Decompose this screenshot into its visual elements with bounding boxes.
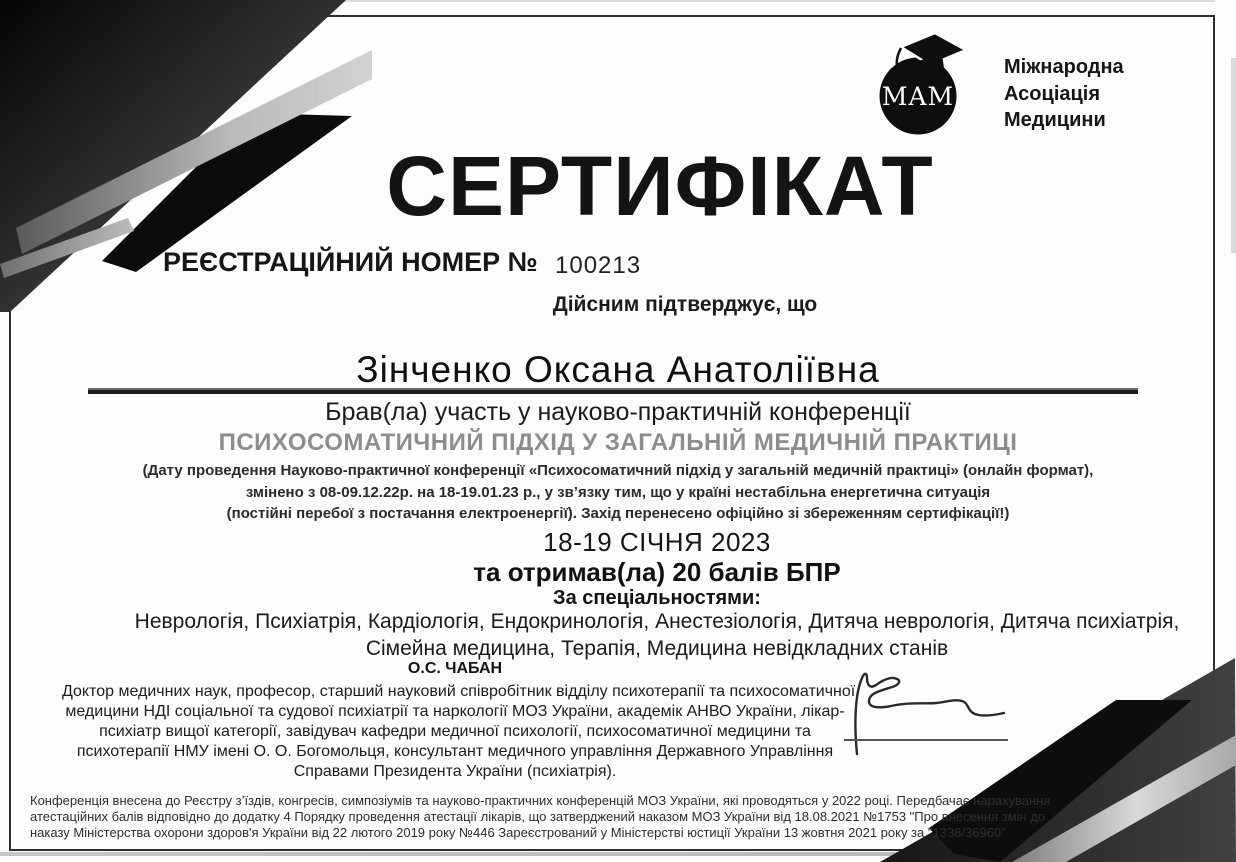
name-underline-divider [88,390,1138,394]
footnote [30,793,1210,841]
footnote-line: наказу Міністерства охорони здоров'я України від 22 лютого 2019 року №446 Зареєстрований у Міністерстві юстиції України 13 жовтня 2021 року за "1338/36960" [30,825,1006,840]
association-name-line: Міжнародна [1004,56,1124,78]
conference-note-line: (постійні перебої з постачання електроенергії). Захід перенесено офіційно зі збереженням сертифікації!) [226,505,1010,522]
points-text: та отримав(ла) 20 балів БПР [473,557,841,587]
signatory-bio-line: Доктор медичних наук, професор, старший науковий співробітник відділу психотерапії та психосоматичної [62,683,856,700]
conference-note-line: (Дату проведення Науково-практичної конференції «Психосоматичний підхід у загальній медичній практиці» (онлайн формат), [142,462,1094,479]
confirmation-text: Дійсним підтверджує, що [552,293,818,316]
participation-text: Брав(ла) участь у науково-практичній конференції [325,398,911,426]
conference-note-line: змінено з 08-09.12.22р. на 18-19.01.23 р., у зв’язку тим, що у країні нестабільна енергетична ситуація [245,483,991,501]
association-name-line: Медицини [1004,109,1106,131]
signatory-bio-line: психіатр вищої категорії, завідувач кафедри медичної психології, психосоматичної медицини та [99,723,811,740]
signatory-bio [62,682,856,782]
specialties-line: Неврологія, Психіатрія, Кардіологія, Ендокринологія, Анестезіологія, Дитяча неврологія, Дитяча психіатрія, [134,610,1180,633]
association-name [1004,54,1124,134]
conference-title: ПСИХОСОМАТИЧНИЙ ПІДХІД У ЗАГАЛЬНІЙ МЕДИЧНІЙ ПРАКТИЦІ [218,429,1018,456]
recipient-name: Зінченко Оксана Анатоліївна [356,349,880,390]
signature-scribble-icon [836,658,1016,758]
specialties-line: Сімейна медицина, Терапія, Медицина невідкладних станів [365,637,949,660]
footnote-line: Конференція внесена до Реєстру з’їздів, конгресів, симпозіумів та науково-практичних конференцій МОЗ України, які проводяться у 2022 році. Передбачає нарахування [30,793,1051,808]
association-name-line: Асоціація [1004,82,1101,105]
specialties-heading: За спеціальностями: [553,587,761,609]
mam-logo-icon [874,28,970,140]
certificate-title: СЕРТИФІКАТ [386,139,934,233]
registration-label: РЕЄСТРАЦІЙНИЙ НОМЕР № [163,247,538,277]
signatory-bio-line: медицини НДІ соціальної та судової психіатрії та наркології МОЗ України, академік АНВО України, лікар- [65,703,845,720]
mam-monogram-text: MAM [881,82,955,111]
registration-number: 100213 [555,252,642,279]
conference-note [0,460,1236,525]
signatory-bio-line: психотерапії НМУ імені О. О. Богомольця, консультант медичного управління Державного Управління [76,743,834,760]
signatory-name: О.С. ЧАБАН [407,660,503,677]
event-date: 18-19 СІЧНЯ 2023 [543,527,771,557]
specialties-list [78,608,1236,662]
signatory-bio-line: Справами Президента України (психіатрія). [293,763,617,780]
footnote-line: атестаційних балів відповідно до додатку 4 Порядку проведення атестації лікарів, що затверджений наказом МОЗ України від 18.08.2021 №1753 "Про внесення змін до [30,809,1046,824]
